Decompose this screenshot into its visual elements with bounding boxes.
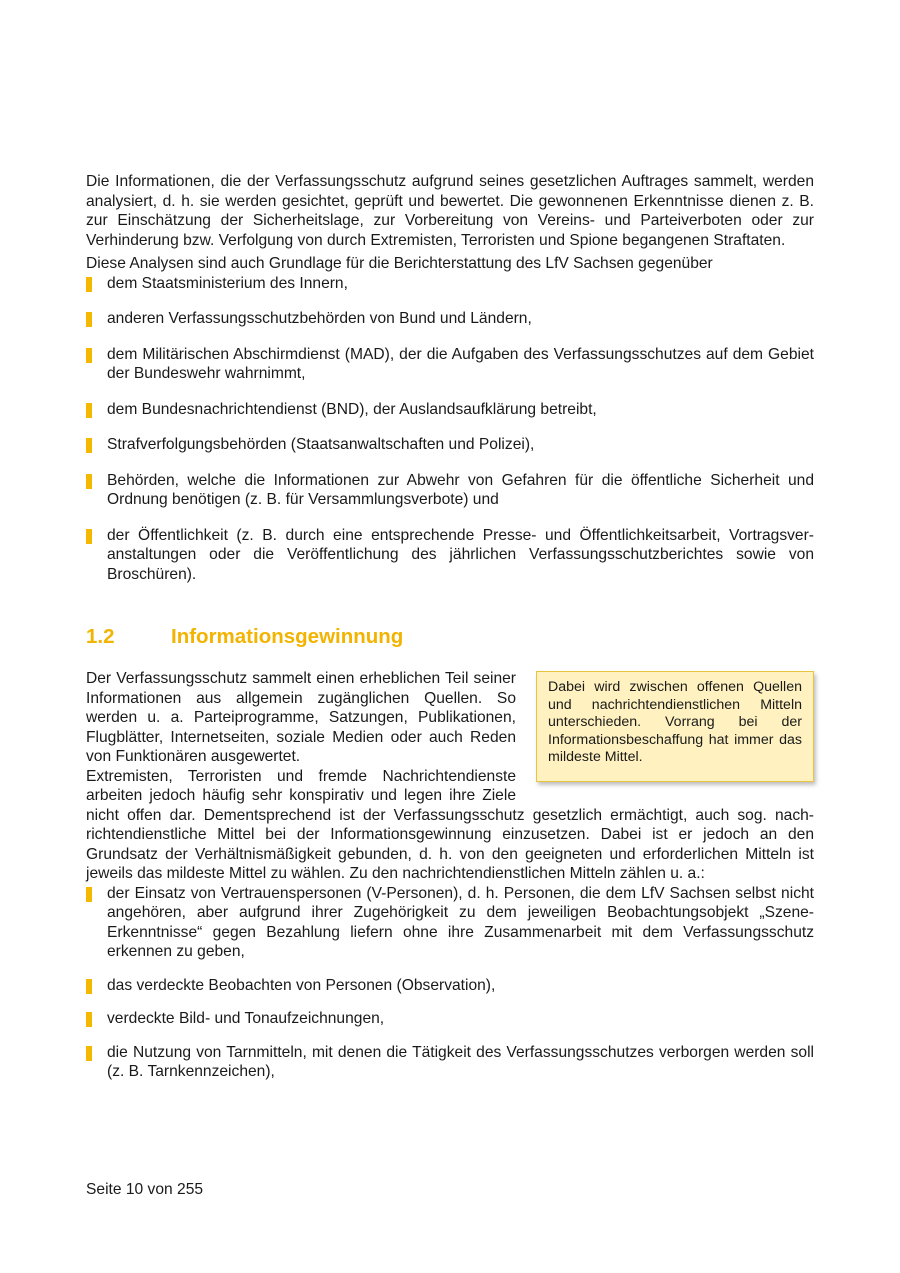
- document-page: [86, 172, 814, 1082]
- list-item: Behörden, welche die Informationen zur Abwehr von Gefahren für die öffentliche Sicherheit und Ordnung benötigen (z. B. für Versammlungsverbote) und: [86, 471, 814, 510]
- section-paragraph-2: Extremisten, Terroristen und fremde Nachrichtendienste arbeiten jedoch häufig sehr konspirativ und legen ihre Ziele nicht offen dar. Dementsprechend ist der Verfassungsschutz gesetzlich ermächtigt, auch sog. nachrichtendienstliche Mittel bei der Informationsgewinnung einzusetzen. Dabei ist er jedoch an den Grundsatz der Verhältnismäßigkeit gebunden, d. h. von den geeigneten und erforderlichen Mitteln ist jeweils das mildeste Mittel zu wählen. Zu den nachrichtendienstlichen Mitteln zählen u. a.:: [86, 767, 814, 882]
- intro-paragraph-2: Diese Analysen sind auch Grundlage für die Berichterstattung des LfV Sachsen gegenüber: [86, 255, 713, 272]
- bullet-marker-icon: [86, 979, 92, 994]
- list-item: dem Staatsministerium des Innern,: [86, 274, 814, 294]
- bullet-marker-icon: [86, 887, 92, 902]
- info-box: Dabei wird zwischen offenen Quellen und nachrichtendienstlichen Mitteln unterschieden. Vorrang bei der Informationsbeschaffung hat immer das mildeste Mittel.: [536, 671, 814, 782]
- section-body: [86, 669, 814, 884]
- list-item: anderen Verfassungsschutzbehörden von Bund und Ländern,: [86, 309, 814, 329]
- bullet-marker-icon: [86, 277, 92, 292]
- bullet-marker-icon: [86, 403, 92, 418]
- bullet-marker-icon: [86, 438, 92, 453]
- section-title: Informationsgewinnung: [171, 625, 404, 648]
- bullet-marker-icon: [86, 529, 92, 544]
- recipients-list: [86, 274, 814, 585]
- list-item: der Öffentlichkeit (z. B. durch eine entsprechende Presse- und Öffentlichkeitsarbeit, Vortragsveranstaltungen oder die Veröffentlichung des jährlichen Verfassungsschutzberichtes sowie von Broschüren).: [86, 526, 814, 585]
- bullet-marker-icon: [86, 348, 92, 363]
- bullet-marker-icon: [86, 312, 92, 327]
- list-item: verdeckte Bild- und Tonaufzeichnungen,: [86, 1009, 814, 1029]
- bullet-marker-icon: [86, 1012, 92, 1027]
- list-item: die Nutzung von Tarnmitteln, mit denen die Tätigkeit des Verfassungsschutzes verborgen werden soll (z. B. Tarnkennzeichen),: [86, 1043, 814, 1082]
- bullet-marker-icon: [86, 1046, 92, 1061]
- list-item: dem Militärischen Abschirmdienst (MAD), der die Aufgaben des Verfassungsschutzes auf dem Gebiet der Bundeswehr wahrnimmt,: [86, 345, 814, 384]
- section-heading: [86, 625, 814, 649]
- section-number: 1.2: [86, 625, 115, 648]
- page-number: Seite 10 von 255: [86, 1181, 204, 1198]
- intro-paragraph-1: Die Informationen, die der Verfassungsschutz aufgrund seines gesetzlichen Auftrages sammelt, werden analysiert, d. h. sie werden gesichtet, geprüft und bewertet. Die gewonnenen Erkenntnisse dienen z. B. zur Einschätzung der Sicherheitslage, zur Vorbereitung von Vereins- und Parteiverboten oder zur Verhinderung bzw. Verfolgung von durch Extremisten, Terroristen und Spione begangenen Straftaten.: [86, 173, 814, 249]
- list-item: der Einsatz von Vertrauenspersonen (V-Personen), d. h. Personen, die dem LfV Sachsen selbst nicht angehören, aber aufgrund ihrer Zugehörigkeit zu dem jeweiligen Beobachtungsobjekt „Szene-Erkenntnisse“ gegen Bezahlung liefern ohne ihre Zusammenarbeit mit dem Verfassungsschutz erkennen zu geben,: [86, 884, 814, 962]
- section-paragraph-1: Der Verfassungsschutz sammelt einen erheblichen Teil seiner Informationen aus allgemein zugänglichen Quellen. So werden u. a. Parteiprogramme, Satzungen, Publikationen, Flugblätter, Internetseiten, soziale Medien oder auch Reden von Funktionären ausgewertet.: [86, 670, 516, 765]
- list-item: Strafverfolgungsbehörden (Staatsanwaltschaften und Polizei),: [86, 435, 814, 455]
- list-item: dem Bundesnachrichtendienst (BND), der Auslandsaufklärung betreibt,: [86, 400, 814, 420]
- means-list: [86, 884, 814, 1082]
- list-item: das verdeckte Beobachten von Personen (Observation),: [86, 976, 814, 996]
- bullet-marker-icon: [86, 474, 92, 489]
